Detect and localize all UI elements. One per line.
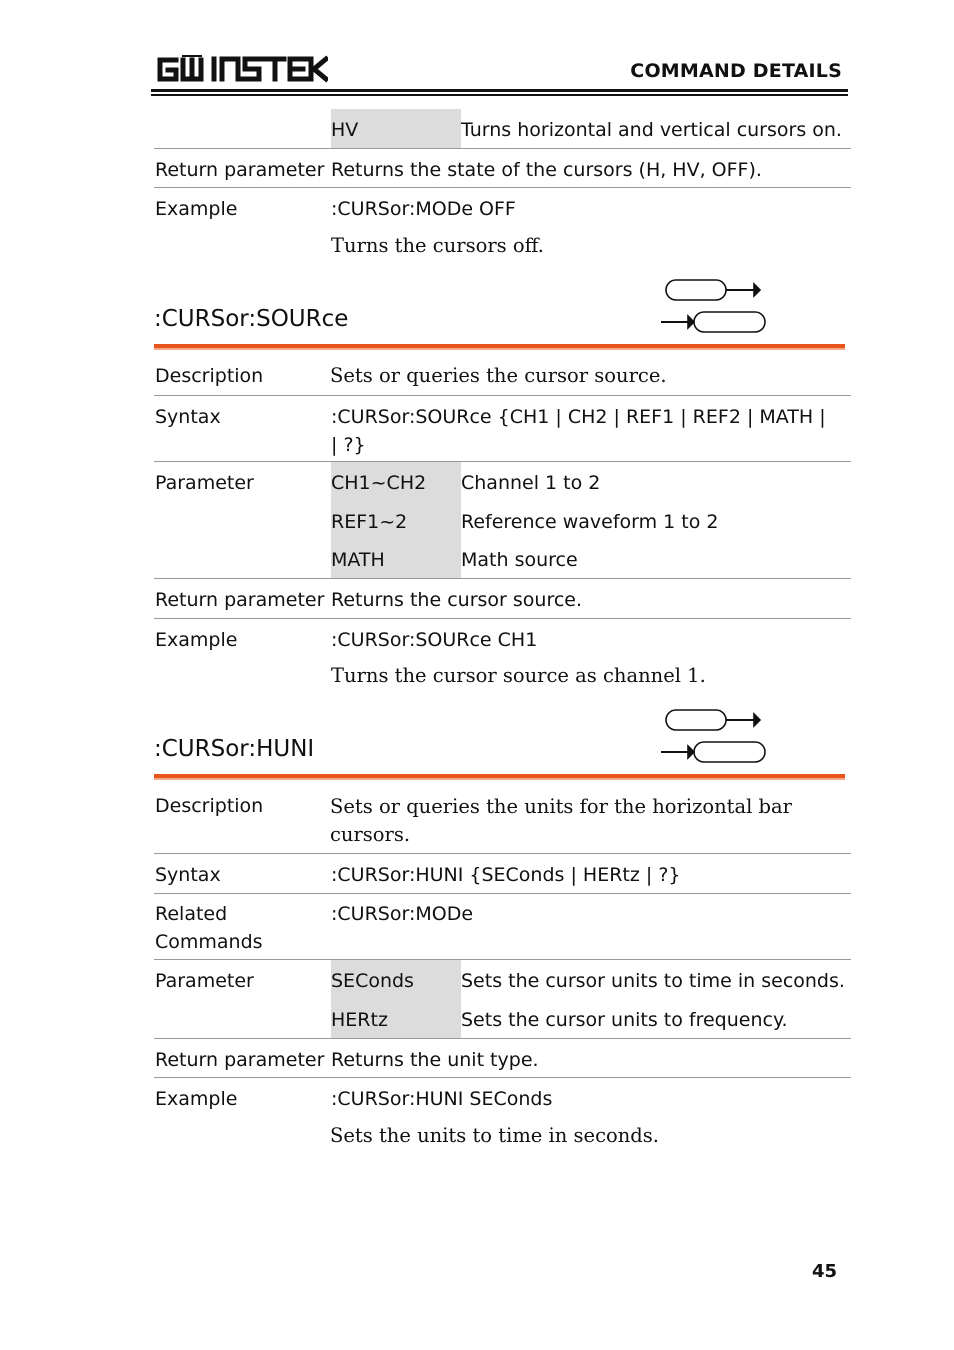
description-text: Sets or queries the cursor source. [330, 364, 667, 387]
example-label: Example [155, 1088, 238, 1110]
param-name: CH1~CH2 [331, 472, 427, 494]
example-description: Turns the cursor source as channel 1. [331, 664, 706, 687]
table-divider [154, 395, 851, 396]
table-divider [154, 893, 851, 894]
return-parameter-value: Returns the cursor source. [331, 589, 583, 611]
example-label: Example [155, 198, 238, 220]
return-parameter-label: Return parameter [155, 159, 325, 181]
page-number: 45 [812, 1261, 838, 1282]
description-text: Sets or queries the units for the horizontal bar cursors. [330, 795, 792, 846]
syntax-label: Syntax [155, 406, 221, 428]
param-hv: HV [331, 119, 359, 141]
return-parameter-value: Returns the unit type. [331, 1049, 539, 1071]
param-desc: Channel 1 to 2 [461, 472, 601, 494]
example-description: Sets the units to time in seconds. [330, 1124, 659, 1147]
param-desc: Sets the cursor units to frequency. [461, 1009, 788, 1031]
table-divider [154, 578, 851, 579]
query-command-icon [661, 742, 765, 762]
param-name: REF1~2 [331, 511, 408, 533]
set-command-icon [666, 280, 760, 300]
section-rule-shadow [154, 778, 845, 780]
set-query-command-icon [658, 277, 768, 339]
return-parameter-label: Return parameter [155, 589, 325, 611]
param-name: SEConds [331, 970, 414, 992]
example-description: Turns the cursors off. [331, 234, 544, 257]
return-parameter-label: Return parameter [155, 1049, 325, 1071]
syntax-line: :CURSor:HUNI {SEConds | HERtz | ?} [331, 864, 681, 886]
gw-instek-logo [156, 54, 328, 84]
syntax-line-1: :CURSor:SOURce {CH1 | CH2 | REF1 | REF2 | MATH | [331, 406, 826, 428]
description-label: Description [155, 365, 264, 387]
param-hv-desc: Turns horizontal and vertical cursors on. [461, 119, 842, 141]
parameter-label: Parameter [155, 472, 254, 494]
related-commands-value: :CURSor:MODe [331, 903, 474, 925]
set-command-icon [666, 710, 760, 730]
table-divider [154, 1077, 851, 1078]
section-title-cursor-huni: :CURSor:HUNI [154, 736, 315, 762]
table-divider [154, 959, 851, 960]
set-query-command-icon [658, 707, 768, 769]
section-rule-shadow [154, 348, 845, 350]
param-name: MATH [331, 549, 385, 571]
syntax-label: Syntax [155, 864, 221, 886]
table-divider [154, 1038, 851, 1039]
param-desc: Sets the cursor units to time in seconds. [461, 970, 845, 992]
example-command: :CURSor:HUNI SEConds [331, 1088, 553, 1110]
section-header-title: COMMAND DETAILS [630, 60, 842, 82]
table-divider [154, 618, 851, 619]
table-divider [154, 187, 851, 188]
table-divider [154, 461, 851, 462]
query-command-icon [661, 312, 765, 332]
header-rule-thin [151, 94, 848, 96]
example-command: :CURSor:SOURce CH1 [331, 629, 538, 651]
example-command: :CURSor:MODe OFF [331, 198, 516, 220]
section-title-cursor-source: :CURSor:SOURce [154, 306, 349, 332]
return-parameter-value: Returns the state of the cursors (H, HV, OFF). [331, 159, 762, 181]
header-rule [151, 89, 848, 92]
description-label: Description [155, 795, 264, 817]
table-divider [154, 148, 851, 149]
related-commands-label: Related [155, 903, 228, 925]
param-desc: Math source [461, 549, 578, 571]
syntax-line-2: | ?} [331, 434, 366, 456]
param-desc: Reference waveform 1 to 2 [461, 511, 719, 533]
parameter-label: Parameter [155, 970, 254, 992]
related-commands-label-2: Commands [155, 931, 263, 953]
example-label: Example [155, 629, 238, 651]
param-name: HERtz [331, 1009, 388, 1031]
table-divider [154, 853, 851, 854]
